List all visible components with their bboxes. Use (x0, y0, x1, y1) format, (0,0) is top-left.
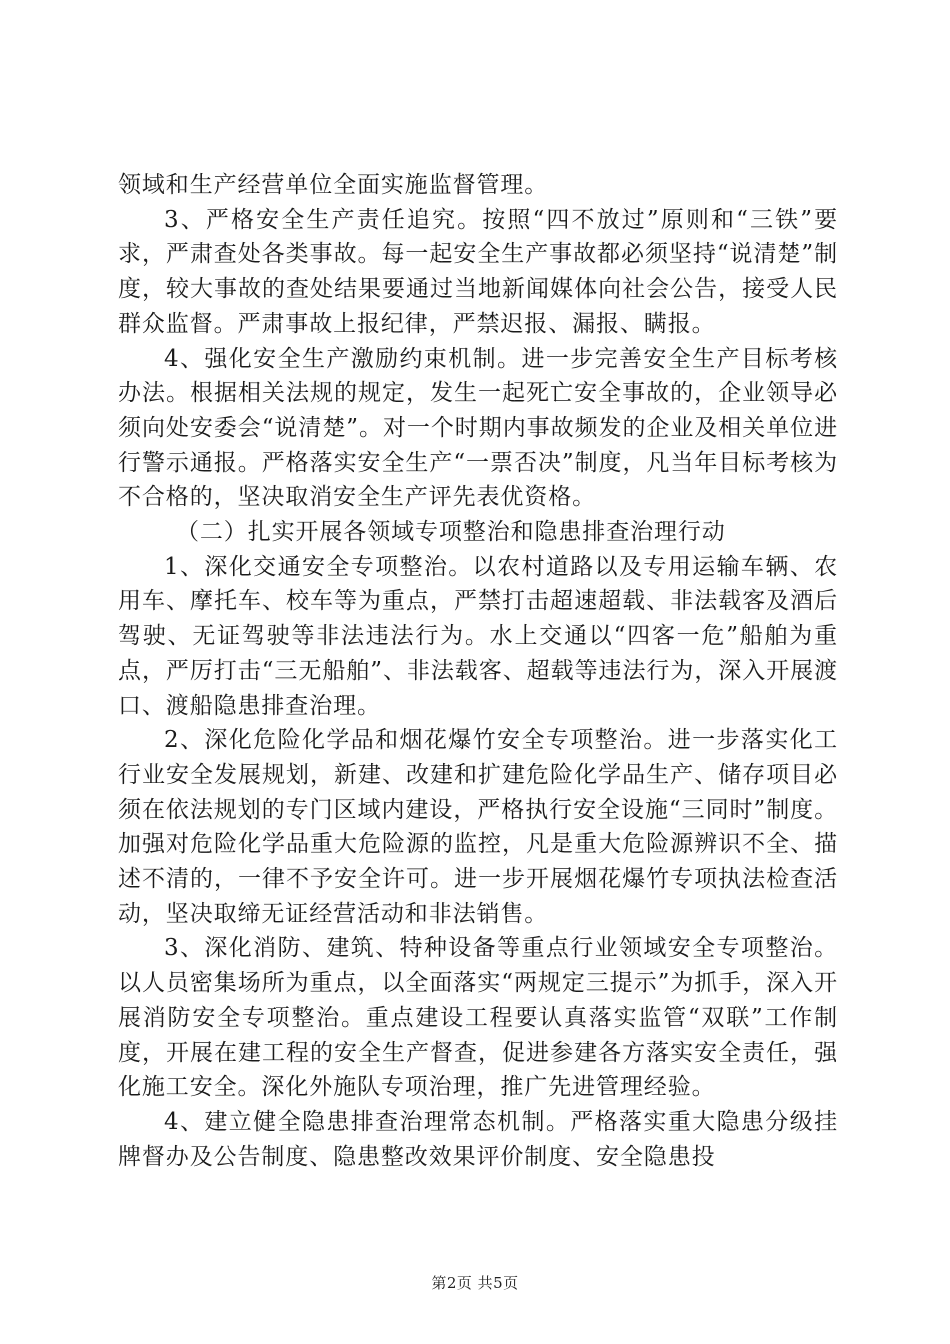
page-number-footer: 第2页 共5页 (431, 1274, 519, 1292)
document-body (118, 168, 838, 1174)
paragraph-traffic-safety: 1、深化交通安全专项整治。以农村道路以及专用运输车辆、农用车、摩托车、校车等为重点，严禁打击超速超载、非法载客及酒后驾驶、无证驾驶等非法违法行为。水上交通以“四客一危”船舶为重点，严厉打击“三无船舶”、非法载客、超载等违法行为，深入开展渡口、渡船隐患排查治理。 (118, 553, 838, 719)
paragraph-fire-construction: 3、深化消防、建筑、特种设备等重点行业领域安全专项整治。以人员密集场所为重点，以全面落实“两规定三提示”为抓手，深入开展消防安全专项整治。重点建设工程要认真落实监管“双联”工作制度，开展在建工程的安全生产督查，促进参建各方落实安全责任，强化施工安全。深化外施队专项治理，推广先进管理经验。 (118, 935, 838, 1101)
section-heading: （二）扎实开展各领域专项整治和隐患排查治理行动 (176, 519, 726, 546)
paragraph-continuation: 领域和生产经营单位全面实施监督管理。 (118, 172, 549, 198)
paragraph-accountability: 3、严格安全生产责任追究。按照“四不放过”原则和“三铁”要求，严肃查处各类事故。每一起安全生产事故都必须坚持“说清楚”制度，较大事故的查处结果要通过当地新闻媒体向社会公告，接受人民群众监督。严肃事故上报纪律，严禁迟报、漏报、瞒报。 (118, 206, 838, 337)
paragraph-hazard-mechanism: 4、建立健全隐患排查治理常态机制。严格落实重大隐患分级挂牌督办及公告制度、隐患整改效果评价制度、安全隐患投 (118, 1108, 838, 1170)
paragraph-hazardous-chemicals: 2、深化危险化学品和烟花爆竹安全专项整治。进一步落实化工行业安全发展规划，新建、改建和扩建危险化学品生产、储存项目必须在依法规划的专门区域内建设，严格执行安全设施“三同时”制度。加强对危险化学品重大危险源的监控，凡是重大危险源辨识不全、描述不清的，一律不予安全许可。进一步开展烟花爆竹专项执法检查活动，坚决取缔无证经营活动和非法销售。 (118, 727, 838, 927)
paragraph-incentive-mechanism: 4、强化安全生产激励约束机制。进一步完善安全生产目标考核办法。根据相关法规的规定，发生一起死亡安全事故的，企业领导必须向处安委会“说清楚”。对一个时期内事故频发的企业及相关单位进行警示通报。严格落实安全生产“一票否决”制度，凡当年目标考核为不合格的，坚决取消安全生产评先表优资格。 (118, 345, 838, 511)
